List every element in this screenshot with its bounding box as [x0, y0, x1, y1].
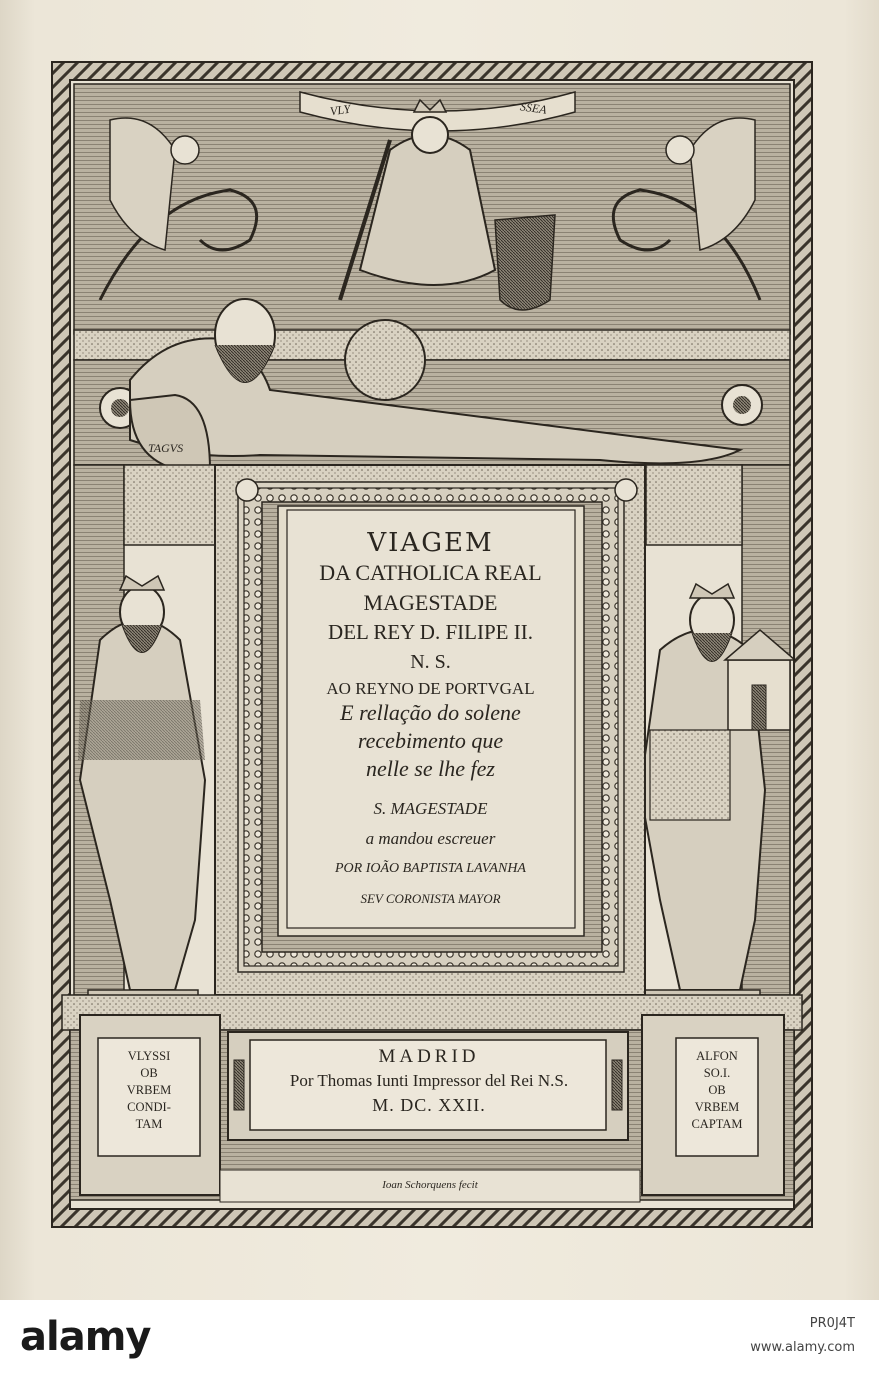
title-line-11: a mandou escreuer	[365, 829, 496, 848]
right-pedestal-inscription	[676, 1048, 758, 1133]
title-line-8: recebimento que	[357, 728, 504, 753]
title-line-7: E rellação do solene	[340, 700, 521, 725]
left-ped-line: VLYSSI	[127, 1049, 171, 1063]
title-line-6: AO REYNO DE PORTVGAL	[326, 679, 535, 698]
imprint	[258, 1045, 600, 1125]
river-label: TAGVS	[148, 441, 184, 455]
title-line-1: VIAGEM	[367, 528, 494, 558]
title-line-5: N. S.	[410, 651, 451, 673]
left-pedestal-inscription	[98, 1048, 200, 1133]
left-ped-line: CONDI-	[127, 1100, 171, 1114]
right-ped-line: VRBEM	[694, 1100, 740, 1114]
right-ped-line: ALFON	[696, 1049, 738, 1063]
title-line-12: POR IOÃO BAPTISTA LAVANHA	[334, 861, 526, 876]
title-line-9: nelle se lhe fez	[366, 756, 495, 781]
left-ped-line: OB	[140, 1066, 158, 1080]
engraver-credit: Ioan Schorquens fecit	[382, 1179, 478, 1191]
alamy-logo: alamy	[20, 1314, 151, 1360]
title-line-4: DEL REY D. FILIPE II.	[328, 620, 533, 644]
title-line-13: SEV CORONISTA MAYOR	[360, 891, 501, 906]
title-line-3: MAGESTADE	[363, 590, 498, 615]
imprint-city: MADRID	[378, 1046, 480, 1067]
banner-text-left: VLY	[329, 101, 352, 119]
left-ped-line: TAM	[135, 1117, 163, 1131]
title-line-10: S. MAGESTADE	[373, 799, 488, 818]
banner-text-right: SSEA	[519, 99, 548, 117]
left-ped-line: VRBEM	[126, 1083, 172, 1097]
title-line-2: DA CATHOLICA REAL	[319, 560, 542, 585]
imprint-year: M. DC. XXII.	[372, 1095, 486, 1115]
site-url: www.alamy.com	[750, 1340, 855, 1355]
right-ped-line: SO.I.	[703, 1066, 731, 1080]
image-id: PR0J4T	[809, 1316, 855, 1331]
right-ped-line: CAPTAM	[691, 1117, 743, 1131]
imprint-printer: Por Thomas Iunti Impressor del Rei N.S.	[289, 1071, 569, 1090]
right-ped-line: OB	[708, 1083, 726, 1097]
